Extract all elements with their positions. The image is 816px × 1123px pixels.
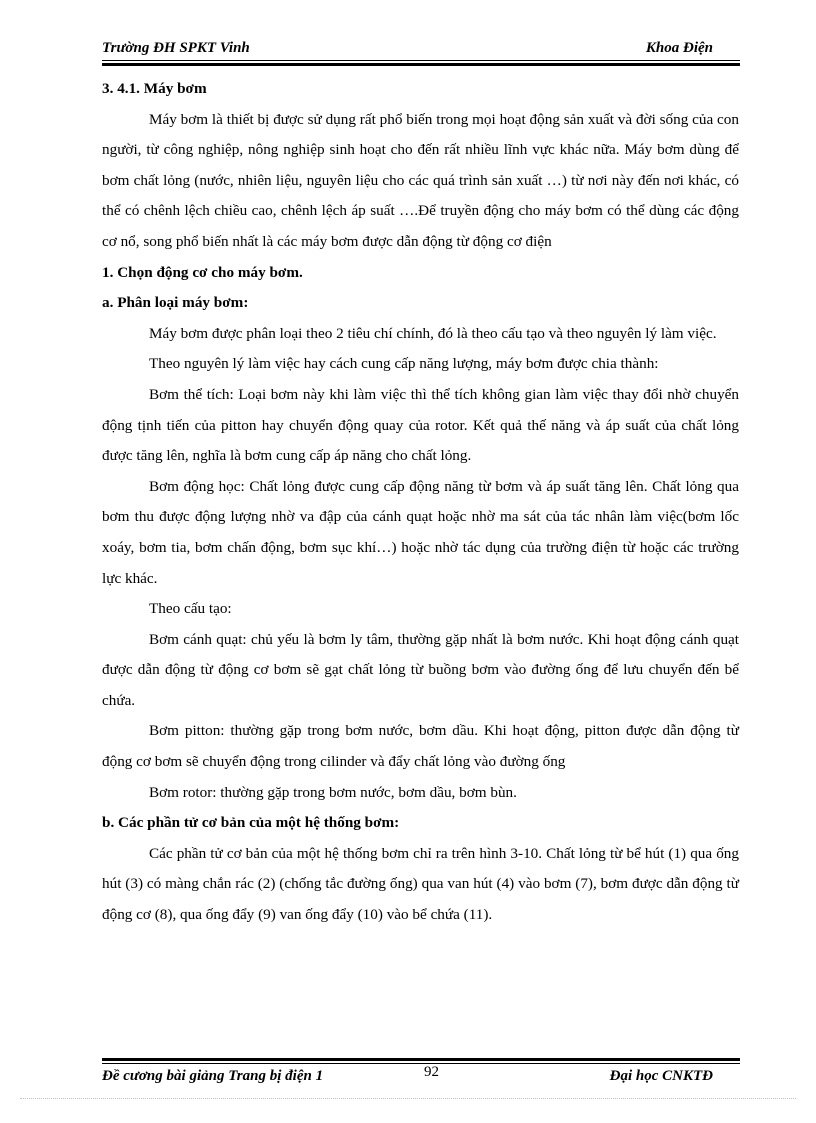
paragraph-piston-pump: Bơm pitton: thường gặp trong bơm nước, bơm dầu. Khi hoạt động, pitton được dẫn động từ động cơ bơm sẽ chuyển động trong cilinder và đẩy chất lỏng vào đường ống [102, 722, 739, 771]
header-school: Trường ĐH SPKT Vinh [102, 40, 250, 56]
header-department: Khoa Điện [645, 40, 713, 56]
paragraph-system-elements: Các phần tử cơ bản của một hệ thống bơm chỉ ra trên hình 3-10. Chất lỏng từ bể hút (1) qua ống hút (3) có màng chắn rác (2) (chống tắc đường ống) qua van hút (4) vào bơm (7), bơm được dẫn động từ động cơ (8), qua ống đẩy (9) van ống đẩy (10) vào bể chứa (11). [102, 844, 739, 924]
heading-system-elements: b. Các phần tử cơ bản của một hệ thống bơm: [102, 814, 400, 832]
footer-rule-thick [102, 1058, 740, 1061]
heading-classification: a. Phân loại máy bơm: [102, 294, 249, 312]
footer-rule-thin [102, 1063, 740, 1064]
footer-university: Đại học CNKTĐ [609, 1068, 713, 1084]
footer-course-title: Đề cương bài giảng Trang bị điện 1 [102, 1068, 324, 1084]
paragraph-classify: Máy bơm được phân loại theo 2 tiêu chí chính, đó là theo cấu tạo và theo nguyên lý làm việc. [149, 324, 717, 342]
heading-choose-motor: 1. Chọn động cơ cho máy bơm. [102, 263, 303, 281]
page-body [102, 74, 739, 931]
section-title: 3. 4.1. Máy bơm [102, 80, 207, 97]
paragraph-structure: Theo cấu tạo: [149, 600, 232, 618]
paragraph-intro: Máy bơm là thiết bị được sử dụng rất phổ biến trong mọi hoạt động sản xuất và đời sống của con người, từ công nghiệp, nông nghiệp sinh hoạt cho đến rất nhiều lĩnh vực khác nữa. Máy bơm dùng để bơm chất lỏng (nước, nhiên liệu, nguyên liệu cho các quá trình sản xuất …) từ nơi này đến nơi khác, có thể có chênh lệch chiều cao, chênh lệch áp suất ….Để truyền động cho máy bơm có thể dùng các động cơ nổ, song phổ biến nhất là các máy bơm được dẫn động từ động cơ điện [102, 110, 739, 250]
header-rule-thick [102, 63, 740, 66]
page-footer [102, 1064, 739, 1090]
paragraph-impeller-pump: Bơm cánh quạt: chủ yếu là bơm ly tâm, thường gặp nhất là bơm nước. Khi hoạt động cánh quạt được dẫn động từ động cơ bơm sẽ gạt chất lỏng từ buồng bơm vào đường ống để lưu chuyển đến bể chứa. [102, 630, 739, 709]
paragraph-dynamic-pump: Bơm động học: Chất lỏng được cung cấp động năng từ bơm và áp suất tăng lên. Chất lỏng qua bơm thu được động lượng nhờ va đập của cánh quạt hoặc nhờ ma sát của tác nhân làm việc(bơm lốc xoáy, bơm tia, bơm chấn động, bơm sục khí…) hoặc nhờ tác dụng của trường điện từ hoặc các trường lực khác. [102, 477, 739, 587]
header-rule-thin [102, 60, 740, 61]
page-header [102, 38, 739, 60]
page-number: 92 [424, 1064, 439, 1080]
paragraph-rotor-pump: Bơm rotor: thường gặp trong bơm nước, bơm dầu, bơm bùn. [149, 783, 517, 801]
paragraph-principle: Theo nguyên lý làm việc hay cách cung cấp năng lượng, máy bơm được chia thành: [149, 355, 659, 373]
paragraph-volumetric-pump: Bơm thể tích: Loại bơm này khi làm việc thì thể tích không gian làm việc thay đổi nhờ chuyển động tịnh tiến của pitton hay chuyển động quay của rotor. Kết quả thế năng và áp suất của chất lỏng được tăng lên, nghĩa là bơm cung cấp áp năng cho chất lỏng. [102, 385, 739, 465]
page-bottom-divider [20, 1098, 796, 1099]
